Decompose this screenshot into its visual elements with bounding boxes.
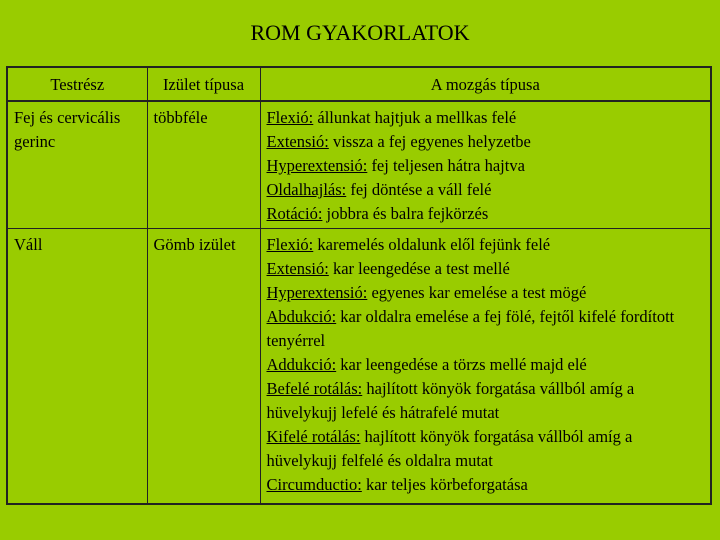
movement-item — [267, 305, 705, 353]
movement-term: Extensió: — [266, 132, 329, 151]
joint-type-cell: többféle — [147, 101, 260, 229]
movement-term: Flexió: — [266, 108, 314, 127]
header-body-part: Testrész — [7, 67, 147, 101]
movement-desc: hajlított könyök forgatása vállból amíg a hüvelykujj lefelé és hátrafelé mutat — [266, 379, 635, 422]
movement-desc: kar leengedése a törzs mellé majd elé — [336, 355, 587, 374]
movement-item — [267, 425, 705, 473]
movement-term: Hyperextensió: — [266, 283, 368, 302]
movement-item — [267, 473, 705, 497]
movement-desc: állunkat hajtjuk a mellkas felé — [313, 108, 517, 127]
body-part-cell: Váll — [7, 229, 147, 505]
header-movement-type: A mozgás típusa — [260, 67, 711, 101]
movement-term: Rotáció: — [266, 204, 323, 223]
movements-cell — [260, 101, 711, 229]
movement-term: Flexió: — [266, 235, 314, 254]
movement-item — [267, 353, 705, 377]
movement-item — [267, 178, 705, 202]
movement-item — [267, 154, 705, 178]
movement-item — [267, 233, 705, 257]
movement-desc: fej teljesen hátra hajtva — [367, 156, 525, 175]
movement-item — [267, 106, 705, 130]
rom-table — [6, 66, 712, 505]
table-row — [7, 229, 711, 505]
movements-cell — [260, 229, 711, 505]
movement-term: Kifelé rotálás: — [266, 427, 361, 446]
movement-term: Addukció: — [266, 355, 337, 374]
movement-desc: hajlított könyök forgatása vállból amíg a hüvelykujj felfelé és oldalra mutat — [266, 427, 633, 470]
movement-item — [267, 377, 705, 425]
movement-desc: kar oldalra emelése a fej fölé, fejtől kifelé fordított tenyérrel — [266, 307, 675, 350]
movement-desc: karemelés oldalunk elől fejünk felé — [313, 235, 551, 254]
movement-item — [267, 281, 705, 305]
movement-item — [267, 202, 705, 226]
movement-term: Befelé rotálás: — [266, 379, 363, 398]
page-title: ROM GYAKORLATOK — [250, 20, 470, 45]
movement-term: Abdukció: — [266, 307, 337, 326]
movement-desc: jobbra és balra fejkörzés — [322, 204, 489, 223]
movement-desc: vissza a fej egyenes helyzetbe — [328, 132, 531, 151]
joint-type-cell: Gömb izület — [147, 229, 260, 505]
movement-item — [267, 130, 705, 154]
movement-desc: egyenes kar emelése a test mögé — [367, 283, 587, 302]
body-part-cell: Fej és cervicális gerinc — [7, 101, 147, 229]
movement-term: Extensió: — [266, 259, 329, 278]
movement-desc: kar leengedése a test mellé — [328, 259, 510, 278]
table-row — [7, 101, 711, 229]
movement-desc: kar teljes körbeforgatása — [361, 475, 528, 494]
movement-desc: fej döntése a váll felé — [346, 180, 492, 199]
movement-term: Circumductio: — [266, 475, 362, 494]
movement-term: Hyperextensió: — [266, 156, 368, 175]
movement-term: Oldalhajlás: — [266, 180, 347, 199]
table-header-row — [7, 67, 711, 101]
movement-item — [267, 257, 705, 281]
header-joint-type: Izület típusa — [147, 67, 260, 101]
